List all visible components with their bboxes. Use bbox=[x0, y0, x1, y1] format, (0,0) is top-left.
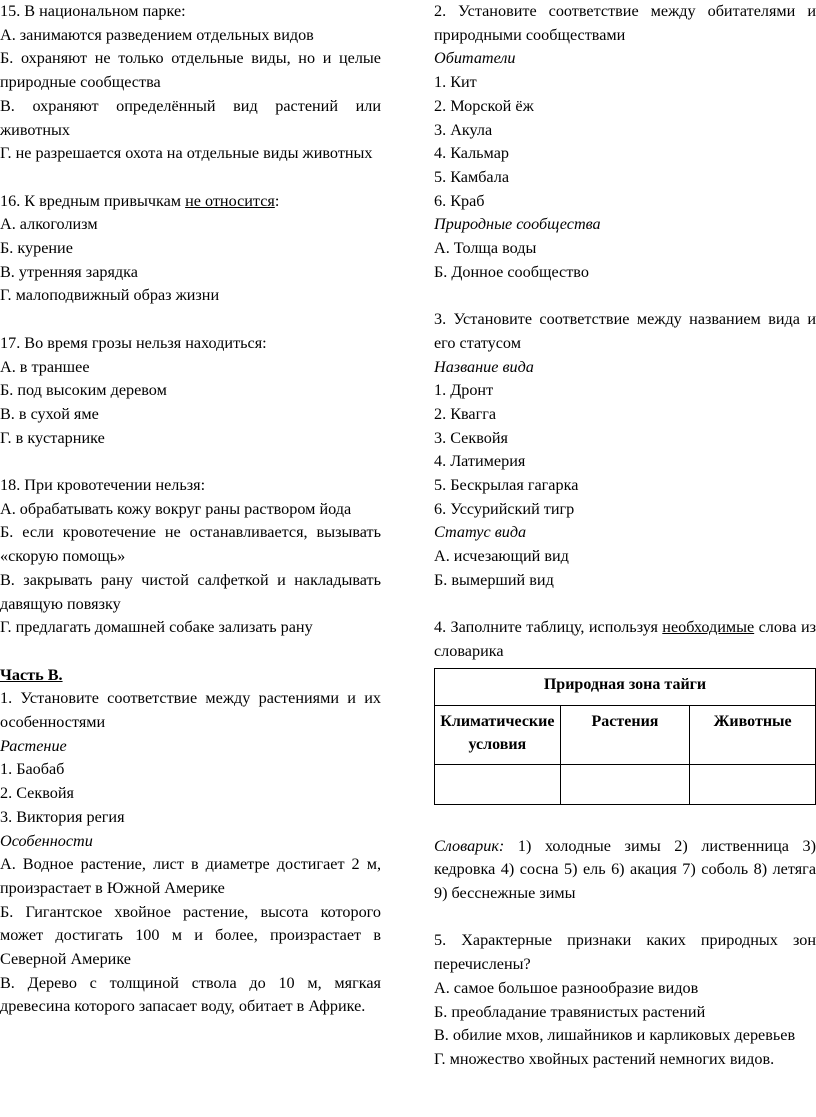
answer-b: Б. охраняют не только отдельные виды, но и целые природные сообщества bbox=[0, 49, 381, 92]
list-item: 4. Кальмар bbox=[434, 144, 509, 163]
communities-label: Природные сообщества bbox=[434, 215, 601, 234]
task-b5 bbox=[434, 929, 816, 1071]
inhabitants-label: Обитатели bbox=[434, 49, 516, 68]
list-item: 1. Кит bbox=[434, 73, 477, 92]
question-15 bbox=[0, 0, 381, 166]
list-item: 2. Секвойя bbox=[0, 784, 74, 803]
task-title: 3. Установите соответствие между названием вида и его статусом bbox=[434, 310, 816, 352]
task-title-text: 4. Заполните таблицу, используя bbox=[434, 618, 663, 637]
list-item: 6. Уссурийский тигр bbox=[434, 499, 575, 518]
list-item: 6. Краб bbox=[434, 191, 485, 210]
underlined-text: не относится bbox=[185, 191, 275, 210]
answer-a: А. занимаются разведением отдельных видов bbox=[0, 25, 314, 44]
list-item: 2. Морской ёж bbox=[434, 96, 534, 115]
list-item: 1. Баобаб bbox=[0, 760, 65, 779]
table-caption: Природная зона тайги bbox=[435, 668, 816, 705]
question-title: 17. Во время грозы нельзя находиться: bbox=[0, 333, 267, 352]
answer-b: Б. если кровотечение не останавливается, вызывать «скорую помощь» bbox=[0, 523, 381, 566]
list-item: В. Дерево с толщиной ствола до 10 м, мягкая древесина которого запасает воду, обитает в Африке. bbox=[0, 973, 381, 1016]
answer-a: А. обрабатывать кожу вокруг раны раствором йода bbox=[0, 499, 352, 518]
answer-d: Г. множество хвойных растений немногих видов. bbox=[434, 1049, 775, 1068]
question-title: 15. В национальном парке: bbox=[0, 2, 186, 20]
dictionary bbox=[434, 835, 816, 906]
table-cell-plants[interactable] bbox=[560, 764, 690, 804]
answer-c: В. закрывать рану чистой салфеткой и накладывать давящую повязку bbox=[0, 570, 381, 613]
answer-c: В. в сухой яме bbox=[0, 404, 99, 423]
list-item: 5. Бескрылая гагарка bbox=[434, 476, 579, 495]
answer-c: В. охраняют определённый вид растений или животных bbox=[0, 96, 381, 139]
task-title: 2. Установите соответствие между обитателями и природными сообществами bbox=[434, 2, 816, 44]
question-title-text: 16. К вредным привычкам bbox=[0, 191, 186, 210]
part-b bbox=[0, 664, 381, 1020]
list-item: Б. вымерший вид bbox=[434, 570, 554, 589]
features-label: Особенности bbox=[0, 831, 93, 850]
list-item: 3. Секвойя bbox=[434, 428, 508, 447]
table-cell-climate[interactable] bbox=[435, 764, 561, 804]
answer-d: Г. предлагать домашней собаке зализать рану bbox=[0, 618, 313, 637]
question-title-end: : bbox=[274, 191, 280, 210]
task-title bbox=[434, 616, 816, 663]
list-item: Б. Донное сообщество bbox=[434, 262, 589, 281]
answer-a: А. в траншее bbox=[0, 357, 90, 376]
taiga-table bbox=[434, 668, 816, 805]
column-header-animals: Животные bbox=[690, 705, 816, 764]
list-item: 2. Квагга bbox=[434, 404, 497, 423]
answer-d: Г. малоподвижный образ жизни bbox=[0, 286, 220, 305]
list-item: 3. Акула bbox=[434, 120, 493, 139]
answer-b: Б. преобладание травянистых растений bbox=[434, 1002, 706, 1021]
task-b4 bbox=[434, 616, 816, 906]
answer-c: В. обилие мхов, лишайников и карликовых деревьев bbox=[434, 1026, 796, 1045]
task-title: 5. Характерные признаки каких природных зон перечислены? bbox=[434, 931, 816, 974]
task-b1-title: 1. Установите соответствие между растениями и их особенностями bbox=[0, 689, 381, 732]
underlined-text: необходимые bbox=[662, 618, 755, 637]
question-title: 18. При кровотечении нельзя: bbox=[0, 476, 206, 495]
task-b2 bbox=[434, 0, 816, 284]
question-18 bbox=[0, 474, 381, 640]
answer-d: Г. не разрешается охота на отдельные виды животных bbox=[0, 144, 373, 163]
answer-b: Б. курение bbox=[0, 239, 73, 258]
right-column bbox=[434, 0, 816, 1072]
list-item: А. исчезающий вид bbox=[434, 547, 569, 566]
species-label: Название вида bbox=[434, 357, 534, 376]
answer-c: В. утренняя зарядка bbox=[0, 262, 138, 281]
list-item: 3. Виктория регия bbox=[0, 807, 125, 826]
table-cell-animals[interactable] bbox=[690, 764, 816, 804]
list-item: 1. Дронт bbox=[434, 381, 494, 400]
list-item: А. Водное растение, лист в диаметре достигает 2 м, произрастает в Южной Америке bbox=[0, 855, 381, 897]
column-header-climate: Климатические условия bbox=[435, 705, 561, 764]
list-item: А. Толща воды bbox=[434, 239, 537, 258]
question-16 bbox=[0, 190, 381, 309]
left-column bbox=[0, 0, 381, 1019]
answer-d: Г. в кустарнике bbox=[0, 428, 105, 447]
part-b-heading: Часть В. bbox=[0, 665, 63, 684]
task-title-end: слова из словарика bbox=[434, 618, 816, 660]
dictionary-label: Словарик: bbox=[434, 836, 505, 855]
answer-a: А. алкоголизм bbox=[0, 215, 98, 234]
column-header-plants: Растения bbox=[560, 705, 690, 764]
task-b3 bbox=[434, 308, 816, 592]
list-item: 5. Камбала bbox=[434, 167, 510, 186]
list-item: Б. Гигантское хвойное растение, высота которого может достигать 100 м и более, произрастает в Северной Америке bbox=[0, 902, 381, 969]
plants-label: Растение bbox=[0, 736, 67, 755]
dictionary-text: 1) холодные зимы 2) лиственница 3) кедровка 4) сосна 5) ель 6) акация 7) соболь 8) летяга 9) бесснежные зимы bbox=[434, 836, 816, 903]
status-label: Статус вида bbox=[434, 523, 527, 542]
answer-b: Б. под высоким деревом bbox=[0, 381, 167, 400]
list-item: 4. Латимерия bbox=[434, 452, 526, 471]
answer-a: А. самое большое разнообразие видов bbox=[434, 978, 699, 997]
question-17 bbox=[0, 332, 381, 451]
question-title bbox=[0, 190, 381, 214]
